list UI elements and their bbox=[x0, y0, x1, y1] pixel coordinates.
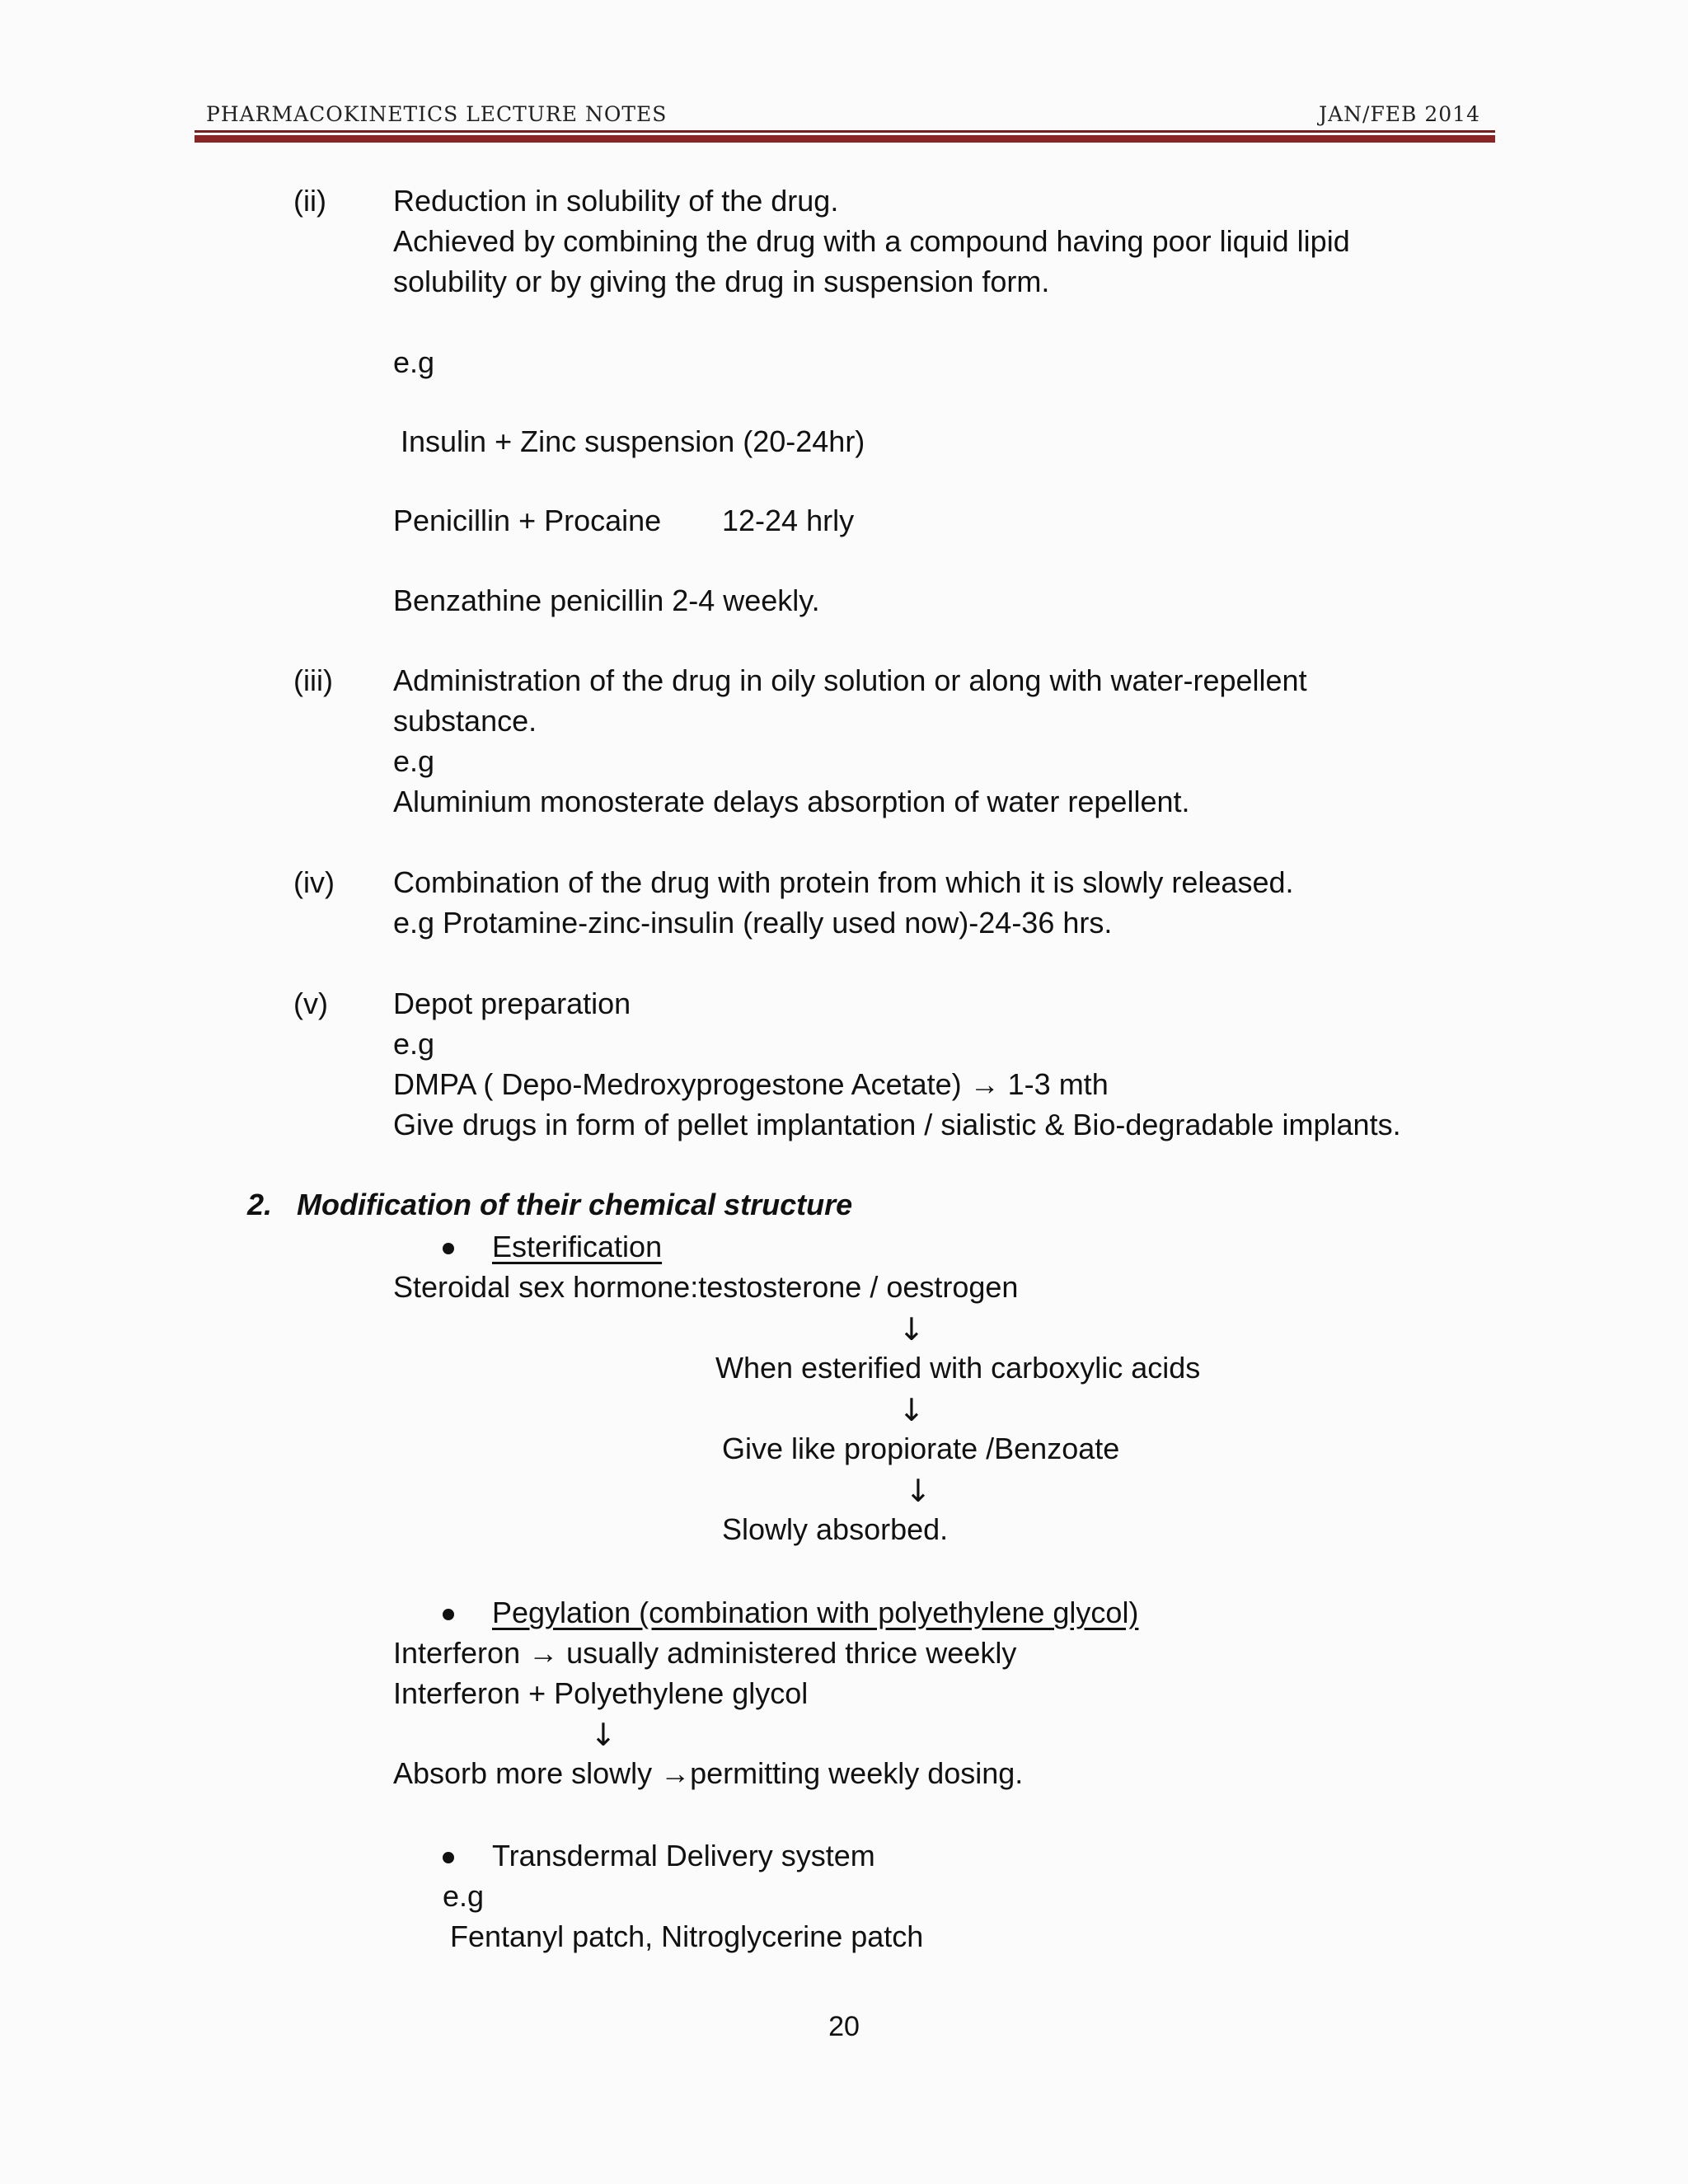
bullet-icon bbox=[443, 1609, 454, 1620]
esterification-step3: Slowly absorbed. bbox=[722, 1512, 949, 1546]
item-ii-line1: Reduction in solubility of the drug. bbox=[393, 184, 839, 218]
bullet-icon bbox=[443, 1852, 454, 1863]
item-v-number: (v) bbox=[293, 987, 328, 1020]
item-ii-line3: solubility or by giving the drug in suspension form. bbox=[393, 265, 1050, 298]
item-ii-example-1: Insulin + Zinc suspension (20-24hr) bbox=[401, 424, 865, 458]
pegylation-title: Pegylation (combination with polyethylene glycol) bbox=[492, 1596, 1139, 1629]
item-v-example-1: DMPA ( Depo-Medroxyprogestone Acetate) → 1-3 mth bbox=[393, 1067, 1109, 1101]
item-ii-line2: Achieved by combining the drug with a compound having poor liquid lipid bbox=[393, 224, 1350, 258]
header-rule-thin bbox=[195, 130, 1495, 133]
item-iv-number: (iv) bbox=[293, 865, 335, 899]
arrow-down-icon: ↓ bbox=[905, 1473, 931, 1509]
item-ii-example-3: Benzathine penicillin 2-4 weekly. bbox=[393, 583, 820, 617]
esterification-title: Esterification bbox=[492, 1230, 663, 1263]
page-number: 20 bbox=[828, 2011, 860, 2042]
item-v-eg: e.g bbox=[393, 1027, 435, 1061]
esterification-line1: Steroidal sex hormone:testosterone / oestrogen bbox=[393, 1270, 1019, 1304]
item-iv-line1: Combination of the drug with protein from which it is slowly released. bbox=[393, 865, 1294, 899]
item-ii-example-2a: Penicillin + Procaine bbox=[393, 504, 662, 537]
item-v-line1: Depot preparation bbox=[393, 987, 631, 1020]
transdermal-eg: e.g bbox=[443, 1879, 485, 1913]
esterification-step2: Give like propiorate /Benzoate bbox=[722, 1432, 1120, 1465]
arrow-down-icon: ↓ bbox=[898, 1311, 925, 1347]
item-iii-line1: Administration of the drug in oily solution or along with water-repellent bbox=[393, 663, 1307, 697]
header-rule-thick bbox=[195, 135, 1495, 143]
item-iii-example-1: Aluminium monosterate delays absorption of water repellent. bbox=[393, 785, 1190, 818]
section-2-heading: 2. Modification of their chemical structure bbox=[247, 1188, 853, 1221]
item-iii-line2: substance. bbox=[393, 704, 537, 738]
esterification-step1: When esterified with carboxylic acids bbox=[715, 1351, 1201, 1385]
item-ii-example-2b: 12-24 hrly bbox=[722, 504, 855, 537]
transdermal-example-1: Fentanyl patch, Nitroglycerine patch bbox=[450, 1919, 924, 1953]
pegylation-line3: Absorb more slowly →permitting weekly dosing. bbox=[393, 1756, 1024, 1790]
item-ii-number: (ii) bbox=[293, 184, 326, 218]
item-iv-line2: e.g Protamine-zinc-insulin (really used now)-24-36 hrs. bbox=[393, 906, 1113, 940]
item-ii-eg: e.g bbox=[393, 345, 435, 379]
header-title: PHARMACOKINETICS LECTURE NOTES bbox=[206, 102, 668, 126]
item-v-example-2: Give drugs in form of pellet implantation / sialistic & Bio-degradable implants. bbox=[393, 1108, 1401, 1141]
bullet-icon bbox=[443, 1243, 454, 1254]
arrow-down-icon: ↓ bbox=[590, 1717, 617, 1753]
arrow-down-icon: ↓ bbox=[898, 1392, 925, 1428]
item-iii-number: (iii) bbox=[293, 663, 333, 697]
pegylation-line2: Interferon + Polyethylene glycol bbox=[393, 1676, 809, 1710]
pegylation-line1: Interferon → usually administered thrice weekly bbox=[393, 1636, 1017, 1670]
transdermal-title: Transdermal Delivery system bbox=[492, 1839, 875, 1872]
item-iii-eg: e.g bbox=[393, 744, 435, 778]
header-date: JAN/FEB 2014 bbox=[1319, 102, 1480, 126]
